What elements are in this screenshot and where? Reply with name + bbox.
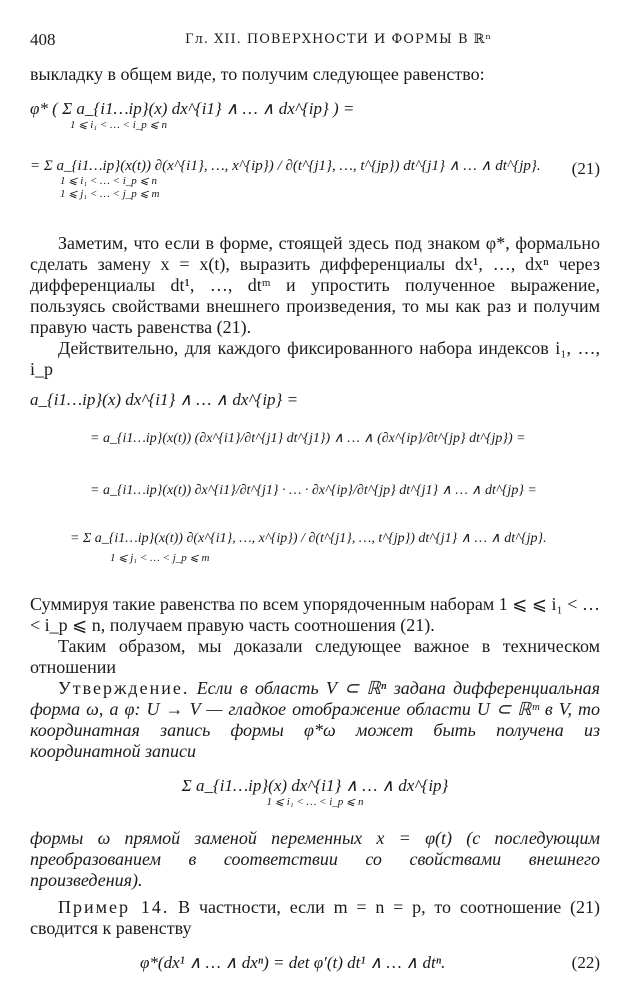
example-label: Пример 14. [58,897,170,917]
statement [30,678,600,762]
derivation-line1: a_{i1…ip}(x) dx^{i1} ∧ … ∧ dx^{ip} = [30,390,299,409]
coordinate-formula [30,776,600,820]
intro-line: выкладку в общем виде, то получим следующее равенство: [30,64,485,84]
derivation-line4: = Σ a_{i1…ip}(x(t)) ∂(x^{i1}, …, x^{ip}) / ∂(t^{j1}, …, t^{jp}) dt^{j1} ∧ … ∧ dt^{jp}. [70,531,547,546]
derivation-line3: = a_{i1…ip}(x(t)) ∂x^{i1}/∂t^{j1} · … · ∂x^{ip}/∂t^{jp} dt^{j1} ∧ … ∧ dt^{jp} = [90,483,537,498]
paragraph-summing: Суммируя такие равенства по всем упорядоченным наборам 1 ⩽ ⩽ i₁ < … < i_p ⩽ n, получаем правую часть соотношения (21). [30,594,600,635]
eq21-line1-sum-limits: 1 ⩽ i₁ < … < i_p ⩽ n [70,119,167,131]
statement-end: формы ω прямой заменой переменных x = φ(t) (с последующим преобразованием в соответствии со свойствами внешнего произведения). [30,828,600,890]
statement-label: Утверждение. [58,678,190,698]
coordinate-formula-expression: Σ a_{i1…ip}(x) dx^{i1} ∧ … ∧ dx^{ip} [181,776,449,795]
eq21-line2-sum-limit-j: 1 ⩽ j₁ < … < j_p ⩽ m [60,188,160,200]
paragraph-remark: Заметим, что если в форме, стоящей здесь под знаком φ*, формально сделать замену x = x(t), выразить дифференциалы dx¹, …, dxⁿ через дифференциалы dt¹, …, dtᵐ и упростить полученное выражение, пользуясь свойствами внешнего произведения, то мы как раз и получим правую часть равенства (21). [30,233,600,337]
paragraph-thus: Таким образом, мы доказали следующее важное в техническом отношении [30,636,600,677]
running-title: Гл. XII. ПОВЕРХНОСТИ И ФОРМЫ В ℝⁿ [185,32,493,47]
example-text: В частности, если m = n = p, то соотношение (21) сводится к равенству [30,897,601,938]
derivation-line2: = a_{i1…ip}(x(t)) (∂x^{i1}/∂t^{j1} dt^{j1}) ∧ … ∧ (∂x^{ip}/∂t^{jp} dt^{jp}) = [90,431,526,446]
eq21-line1: φ* ( Σ a_{i1…ip}(x) dx^{i1} ∧ … ∧ dx^{ip} ) = 1 ⩽ i₁ < … < i_p ⩽ n [30,99,355,131]
book-page [30,22,600,981]
page-number: 408 [30,30,56,49]
derivation [30,390,600,580]
statement-text: Если в область V ⊂ ℝⁿ задана дифференциальная форма ω, а φ: U → V — гладкое отображение области U ⊂ ℝᵐ в V, то координатная запись формы φ*ω может быть получена из координатной записи [30,678,600,761]
example-14 [30,897,600,939]
eq21-line2-sum-limit-i: 1 ⩽ i₁ < … < i_p ⩽ n [60,175,157,187]
equation-number-22: (22) [571,953,600,972]
page-header [30,22,600,52]
equation-21 [30,93,600,223]
derivation-line4-sum-limits: 1 ⩽ j₁ < … < j_p ⩽ m [110,552,210,564]
paragraph-indeed: Действительно, для каждого фиксированного набора индексов i₁, …, i_p [30,338,600,379]
eq21-line2: = Σ a_{i1…ip}(x(t)) ∂(x^{i1}, …, x^{ip}) / ∂(t^{j1}, …, t^{jp}) dt^{j1} ∧ … ∧ dt^{jp}. 1 ⩽ i₁ < … < i_p ⩽ n 1 ⩽ j₁ < … < j_p ⩽ m [30,158,541,200]
equation-number-21: (21) [571,159,600,178]
coordinate-formula-sum-limits: 1 ⩽ i₁ < … < i_p ⩽ n [266,796,364,808]
eq22-formula: φ*(dx¹ ∧ … ∧ dxⁿ) = det φ′(t) dt¹ ∧ … ∧ dtⁿ. [140,953,446,972]
equation-22 [30,951,600,981]
